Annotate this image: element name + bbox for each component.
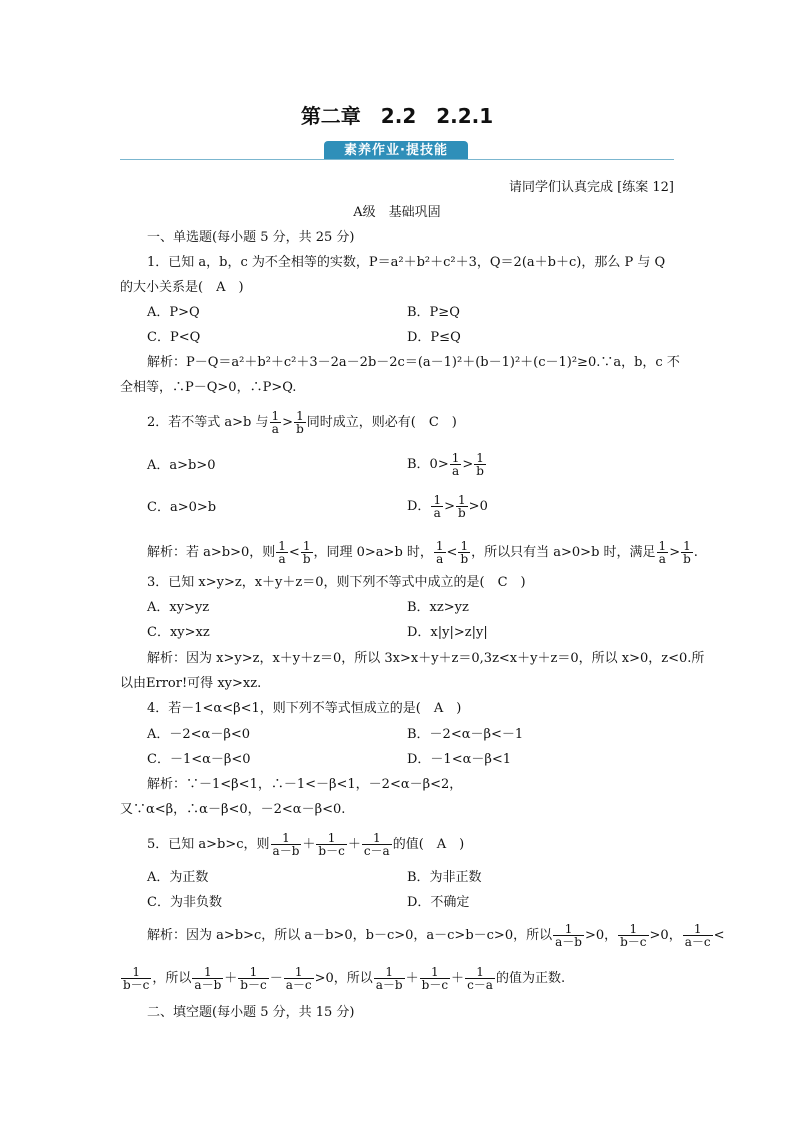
question-5-option-b: B．为非正数 (407, 870, 482, 885)
question-4-option-c: C．－1<α－β<0 (147, 752, 251, 767)
question-5-option-a: A．为正数 (147, 870, 209, 885)
question-5-option-c: C．为非负数 (147, 895, 222, 910)
question-3-option-b: B．xz>yz (407, 600, 469, 615)
question-2-option-d: D． $\frac{1}{a}$ > $\frac{1}{b}$ >0 (407, 493, 488, 520)
question-2-stem: 2．若不等式 a>b 与 $\frac{1}{a}$ > $\frac{1}{b}$ 同时成立，则必有( C ) (147, 409, 457, 436)
fraction: $\frac{1}{b}$ (460, 539, 469, 566)
question-2-option-c: C．a>0>b (147, 500, 217, 515)
fraction: $\frac{1}{b-c}$ (620, 922, 647, 949)
question-3-option-c: C．xy>xz (147, 625, 210, 640)
question-4-solution: 解析：∵－1<β<1，∴－1<－β<1，－2<α－β<2， (147, 777, 463, 792)
question-4-option-d: D．－1<α－β<1 (407, 752, 512, 767)
fraction: $\frac{1}{c-a}$ (467, 965, 493, 992)
fraction: $\frac{1}{a}$ (658, 539, 667, 566)
section-heading-fill-blank: 二、填空题(每小题 5 分，共 15 分) (147, 1005, 355, 1020)
fraction: $\frac{1}{b-c}$ (318, 831, 345, 858)
level-heading: A级 基础巩固 (353, 205, 441, 220)
question-2-stem-text: 2．若不等式 a>b 与 (147, 415, 269, 430)
fraction: $\frac{1}{a-c}$ (285, 965, 312, 992)
fraction: $\frac{1}{a}$ (271, 409, 280, 436)
question-5-solution-cont: $\frac{1}{b-c}$ ，所以 $\frac{1}{a-b}$ ＋ $\frac{1}{b-c}$ － $\frac{1}{a-c}$ >0，所以 $\frac{1}{a-b}$ ＋ $\frac{1}{b-c}$ ＋ $\frac{1}{c-a}$ 的值为正数. (123, 965, 566, 992)
fraction: $\frac{1}{a}$ (278, 539, 286, 566)
fraction: $\frac{1}{b-c}$ (240, 965, 267, 992)
question-3-stem: 3．已知 x>y>z，x＋y＋z＝0，则下列不等式中成立的是( C ) (147, 575, 526, 590)
fraction: $\frac{1}{a-b}$ (272, 831, 300, 858)
fraction: $\frac{1}{a}$ (435, 539, 444, 566)
question-3-solution: 解析：因为 x>y>z，x＋y＋z＝0，所以 3x>x＋y＋z＝0,3z<x＋y＋z＝0，所以 x>0，z<0.所 (147, 651, 705, 666)
question-1-stem-cont: 的大小关系是( A ) (120, 280, 244, 295)
fraction: $\frac{1}{a-b}$ (194, 965, 222, 992)
fraction: $\frac{1}{a}$ (433, 493, 442, 520)
question-1-solution-cont: 全相等，∴P－Q>0，∴P>Q. (120, 380, 297, 395)
question-3-solution-cont: 以由Error!可得 xy>xz. (120, 676, 262, 691)
fraction: $\frac{1}{b-c}$ (421, 965, 449, 992)
fraction: $\frac{1}{b}$ (302, 539, 311, 566)
question-1-option-a: A．P>Q (147, 305, 200, 320)
question-2-option-b: B．0> $\frac{1}{a}$ > $\frac{1}{b}$ (407, 451, 484, 478)
section-badge: 素养作业·提技能 (324, 141, 468, 160)
fraction: $\frac{1}{c-a}$ (363, 831, 390, 858)
question-2-solution: 解析：若 a>b>0，则 $\frac{1}{a}$ < $\frac{1}{b}$ ，同理 0>a>b 时， $\frac{1}{a}$ < $\frac{1}{b}$ ，所以只有当 a>0>b 时，满足 $\frac{1}{a}$ > $\frac{1}{b}$ . (147, 539, 698, 566)
homework-note: 请同学们认真完成 [练案 12] (509, 180, 674, 195)
fraction: $\frac{1}{b}$ (683, 539, 691, 566)
question-1-solution: 解析：P－Q＝a²＋b²＋c²＋3－2a－2b－2c＝(a－1)²＋(b－1)²＋(c－1)²≥0.∵a，b，c 不 (147, 355, 680, 370)
question-4-solution-cont: 又∵α<β，∴α－β<0，－2<α－β<0. (120, 802, 346, 817)
question-3-option-d: D．x|y|>z|y| (407, 625, 488, 640)
question-1-stem: 1．已知 a，b，c 为不全相等的实数，P＝a²＋b²＋c²＋3，Q＝2(a＋b＋c)，那么 P 与 Q (147, 255, 666, 270)
question-1-option-b: B．P≥Q (407, 305, 460, 320)
question-4-stem: 4．若－1<α<β<1，则下列不等式恒成立的是( A ) (147, 701, 462, 716)
question-5-stem: 5．已知 a>b>c，则 $\frac{1}{a-b}$ ＋ $\frac{1}{b-c}$ ＋ $\frac{1}{c-a}$ 的值( A ) (147, 831, 465, 858)
question-5-solution: 解析：因为 a>b>c，所以 a－b>0，b－c>0，a－c>b－c>0，所以 $\frac{1}{a-b}$ >0， $\frac{1}{b-c}$ >0， $\frac{1}{a-c}$ < (147, 922, 725, 949)
fraction: $\frac{1}{b}$ (476, 451, 484, 478)
page-title: 第二章 2.2 2.2.1 (300, 104, 494, 128)
fraction: $\frac{1}{b}$ (457, 493, 466, 520)
question-2-option-a: A．a>b>0 (147, 458, 216, 473)
question-1-option-d: D．P≤Q (407, 330, 461, 345)
fraction: $\frac{1}{a-b}$ (375, 965, 403, 992)
section-heading-single-choice: 一、单选题(每小题 5 分，共 25 分) (147, 230, 355, 245)
fraction: $\frac{1}{b-c}$ (123, 965, 150, 992)
question-4-option-a: A．－2<α－β<0 (147, 727, 251, 742)
fraction: $\frac{1}{a}$ (451, 451, 460, 478)
question-3-option-a: A．xy>yz (147, 600, 210, 615)
fraction: $\frac{1}{a-c}$ (684, 922, 711, 949)
question-5-option-d: D．不确定 (407, 895, 470, 910)
question-1-option-c: C．P<Q (147, 330, 201, 345)
fraction: $\frac{1}{b}$ (296, 409, 304, 436)
question-4-option-b: B．－2<α－β<－1 (407, 727, 524, 742)
question-2-stem-text: 同时成立，则必有( C ) (306, 415, 457, 430)
title-divider (120, 159, 674, 160)
fraction: $\frac{1}{a-b}$ (555, 922, 582, 949)
